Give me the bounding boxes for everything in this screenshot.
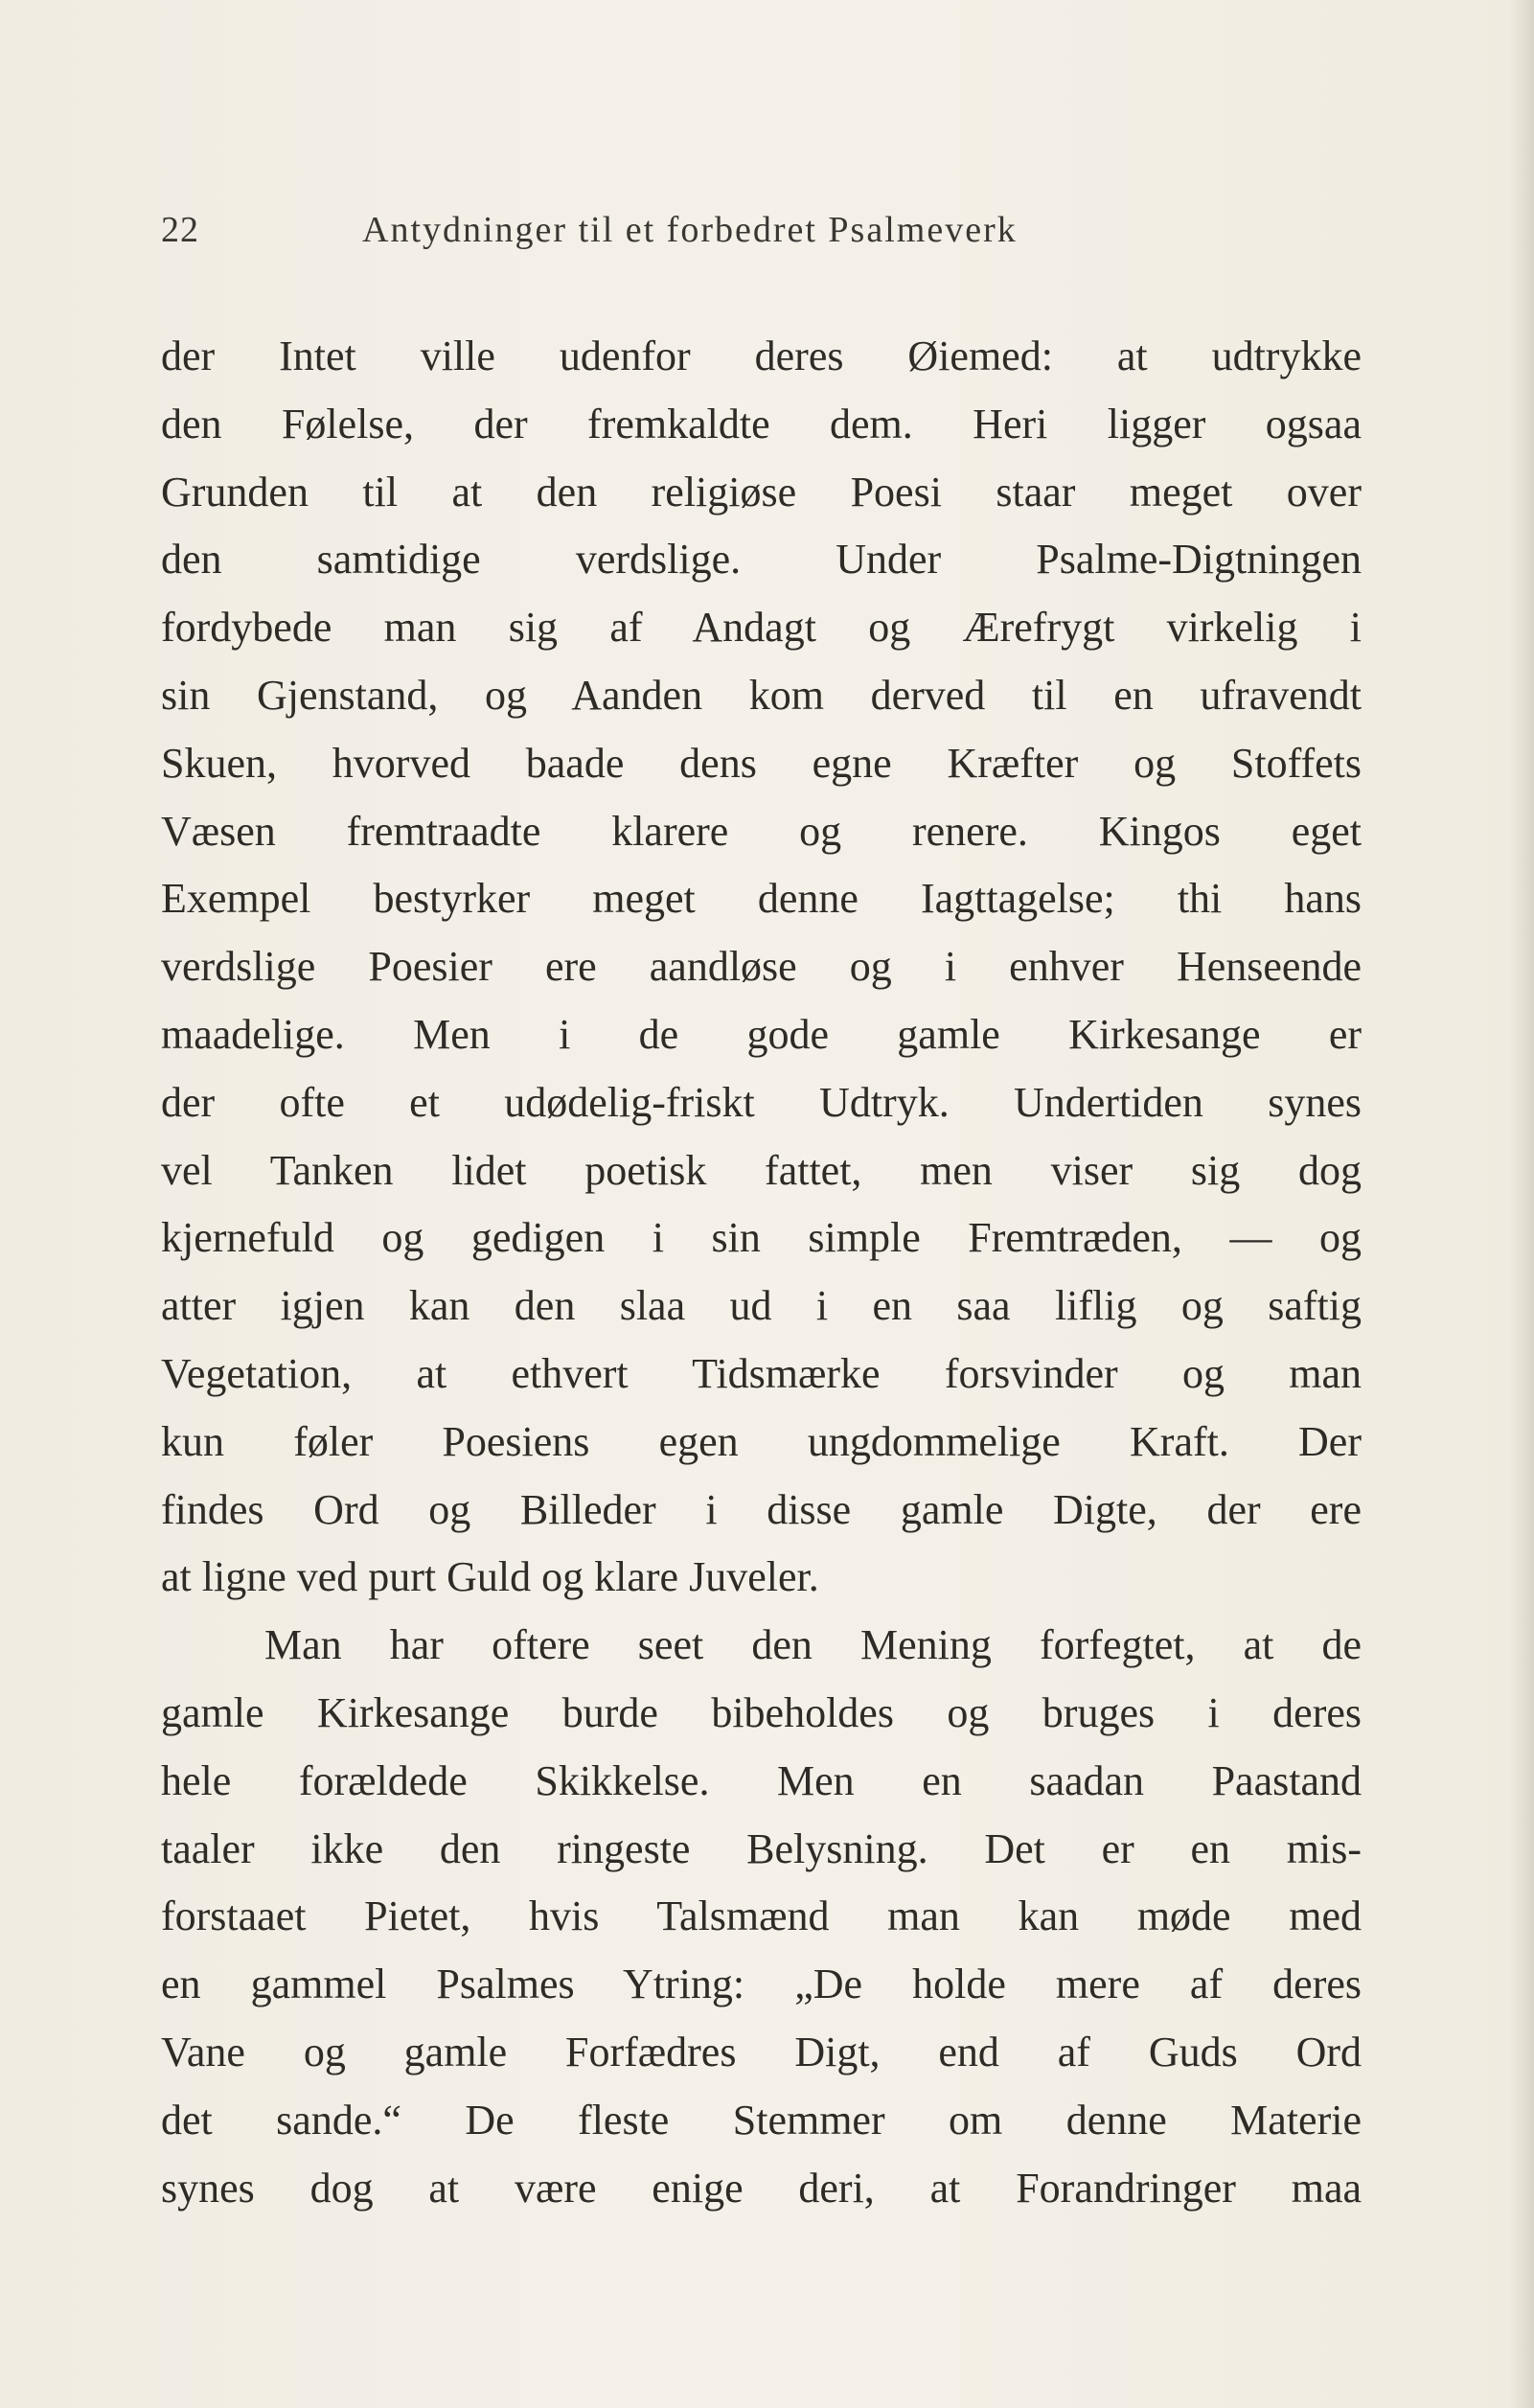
- text-line: forstaaet Pietet, hvis Talsmænd man kan møde med: [161, 1892, 1362, 1940]
- text-line: kjernefuld og gedigen i sin simple Fremtræden, — og: [161, 1214, 1362, 1262]
- text-line: den samtidige verdslige. Under Psalme-Digtningen: [161, 536, 1362, 584]
- text-line: fordybede man sig af Andagt og Ærefrygt virkelig i: [161, 604, 1362, 652]
- text-line: der ofte et udødelig-friskt Udtryk. Undertiden synes: [161, 1078, 1362, 1126]
- running-title: Antydninger til et forbedret Psalmeverk: [362, 210, 1018, 250]
- text-line: synes dog at være enige deri, at Forandringer maa: [161, 2164, 1362, 2212]
- text-line: der Intet ville udenfor deres Øiemed: at udtrykke: [161, 333, 1362, 379]
- text-line: det sande.“ De fleste Stemmer om denne Materie: [161, 2096, 1362, 2144]
- body-text: [161, 323, 1362, 2222]
- text-line: atter igjen kan den slaa ud i en saa liflig og saftig: [161, 1282, 1362, 1330]
- text-line: en gammel Psalmes Ytring: „De holde mere af deres: [161, 1961, 1362, 2008]
- text-line: Exempel bestyrker meget denne Iagttagelse; thi hans: [161, 875, 1362, 923]
- text-line: maadelige. Men i de gode gamle Kirkesange er: [161, 1010, 1362, 1058]
- text-line: Skuen, hvorved baade dens egne Kræfter og Stoffets: [161, 739, 1362, 787]
- paragraph-end-line: at ligne ved purt Guld og klare Juveler.: [161, 1553, 819, 1601]
- text-line: sin Gjenstand, og Aanden kom derved til en ufravendt: [161, 671, 1362, 719]
- page-edge-shadow: [1509, 0, 1534, 2408]
- text-line: gamle Kirkesange burde bibeholdes og bruges i deres: [161, 1688, 1362, 1736]
- text-line: Vane og gamle Forfædres Digt, end af Guds Ord: [161, 2028, 1362, 2075]
- text-line: Grunden til at den religiøse Poesi staar meget over: [161, 468, 1362, 516]
- text-line: Væsen fremtraadte klarere og renere. Kingos eget: [161, 807, 1362, 855]
- text-line: taaler ikke den ringeste Belysning. Det er en mis-: [161, 1824, 1362, 1872]
- text-line: verdslige Poesier ere aandløse og i enhver Henseende: [161, 943, 1362, 991]
- text-line: findes Ord og Billeder i disse gamle Digte, der ere: [161, 1485, 1362, 1533]
- running-header: [161, 209, 1157, 266]
- text-line: kun føler Poesiens egen ungdommelige Kraft. Der: [161, 1417, 1362, 1465]
- text-line: hele forældede Skikkelse. Men en saadan Paastand: [161, 1756, 1362, 1804]
- page-number: 22: [161, 210, 199, 250]
- text-line: Vegetation, at ethvert Tidsmærke forsvinder og man: [161, 1349, 1362, 1397]
- text-line: vel Tanken lidet poetisk fattet, men viser sig dog: [161, 1146, 1362, 1194]
- text-line: den Følelse, der fremkaldte dem. Heri ligger ogsaa: [161, 400, 1362, 447]
- paragraph-start-line: Man har oftere seet den Mening forfegtet, at de: [264, 1621, 1362, 1669]
